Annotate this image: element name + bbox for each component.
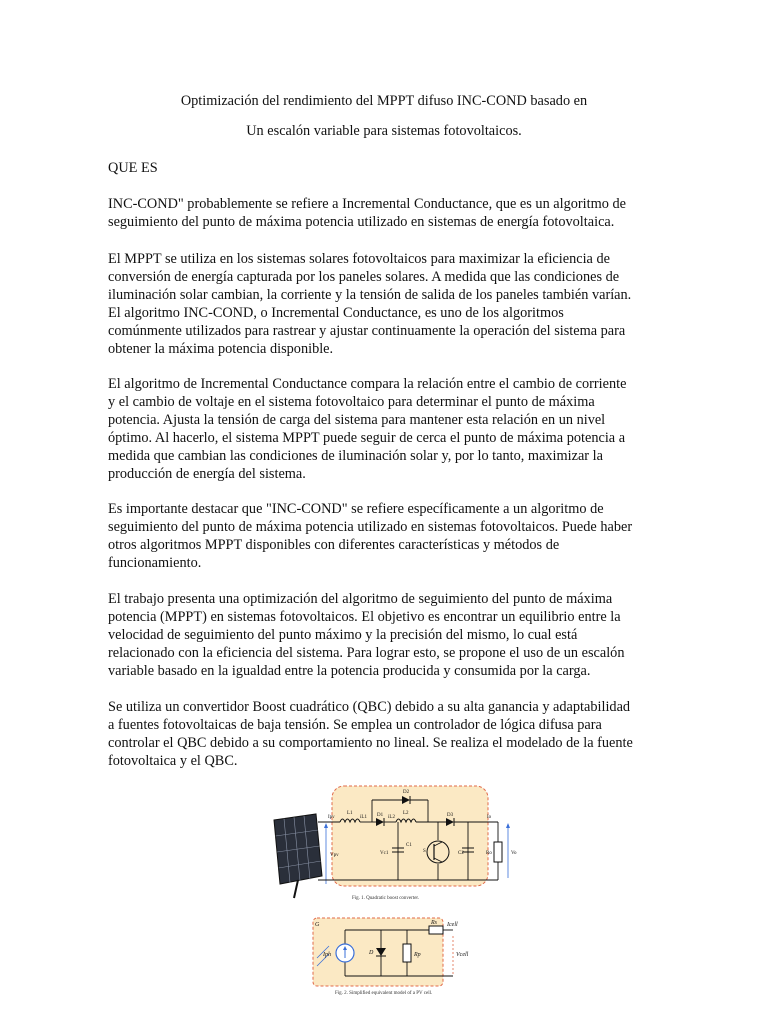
label-vpv: Vpv bbox=[330, 853, 339, 858]
label-il2: iL2 bbox=[388, 815, 395, 820]
label-rs: Rs bbox=[431, 920, 437, 926]
quadratic-boost-converter-figure bbox=[268, 780, 528, 905]
solar-panel-icon bbox=[274, 814, 322, 898]
section-heading: QUE ES bbox=[108, 160, 158, 176]
paragraph-line: y el cambio de voltaje en el sistema fotovoltaico para determinar el punto de máxima bbox=[108, 394, 595, 410]
paragraph-2 bbox=[108, 250, 683, 358]
paragraph-3 bbox=[108, 375, 683, 483]
paragraph-line: Es importante destacar que "INC-COND" se refiere específicamente a un algoritmo de bbox=[108, 501, 604, 517]
label-vo: Vo bbox=[511, 851, 517, 856]
title-line-1: Optimización del rendimiento del MPPT difuso INC-COND basado en bbox=[180, 93, 588, 109]
figure-1-caption: Fig. 1. Quadratic boost converter. bbox=[352, 896, 420, 901]
paragraph-line: comúnmente utilizados para rastrear y ajustar continuamente la operación del sistema para bbox=[108, 323, 626, 339]
label-vc1: Vc1 bbox=[380, 851, 389, 856]
label-c2: C2 bbox=[458, 851, 464, 856]
paragraph-line: Se utiliza un convertidor Boost cuadrático (QBC) debido a su alta ganancia y adaptabilidad bbox=[108, 699, 631, 715]
label-d3: D3 bbox=[447, 813, 454, 818]
label-l1: L1 bbox=[347, 811, 353, 816]
paragraph-4 bbox=[108, 500, 683, 572]
label-ipv: Ipv bbox=[328, 815, 335, 820]
paragraph-line: El algoritmo INC-COND, o Incremental Conductance, es uno de los algoritmos bbox=[108, 305, 564, 321]
paragraph-5 bbox=[108, 590, 683, 680]
paragraph-6 bbox=[108, 698, 683, 770]
paragraph-line: seguimiento del punto de máxima potencia utilizado en sistemas fotovoltaicos. Puede haber bbox=[108, 519, 633, 535]
paragraph-line: El MPPT se utiliza en los sistemas solares fotovoltaicos para maximizar la eficiencia de bbox=[108, 251, 610, 267]
paragraph-line: El trabajo presenta una optimización del algoritmo de seguimiento del punto de máxima bbox=[108, 591, 613, 607]
paragraph-line: El algoritmo de Incremental Conductance compara la relación entre el cambio de corriente bbox=[108, 376, 627, 392]
paragraph-line: otros algoritmos MPPT disponibles con diferentes características y métodos de bbox=[108, 537, 560, 553]
paragraph-line: conversión de energía capturada por los paneles solares. A medida que las condiciones de bbox=[108, 269, 620, 285]
paragraph-line: iluminación solar cambian, la corriente y la tensión de salida de los paneles también varían. bbox=[108, 287, 632, 303]
label-il1: iL1 bbox=[360, 815, 367, 820]
shunt-resistor-icon bbox=[403, 944, 411, 962]
paragraph-line: funcionamiento. bbox=[108, 555, 202, 571]
label-icell: Icell bbox=[447, 922, 458, 928]
paragraph-line: fotovoltaica y el QBC. bbox=[108, 753, 238, 769]
paragraph-line: controlar el QBC debido a su comportamiento no lineal. Se realiza el modelado de la fuente bbox=[108, 735, 633, 751]
paragraph-line: velocidad de seguimiento del punto máximo y la precisión del mismo, lo cual está bbox=[108, 627, 578, 643]
paragraph-line: variable basado en la igualdad entre la potencia producida y consumida por la carga. bbox=[108, 663, 591, 679]
label-g: G bbox=[315, 922, 320, 928]
figure-2-caption: Fig. 2. Simplified equivalent model of a PV cell. bbox=[335, 991, 433, 996]
label-l2: L2 bbox=[403, 811, 409, 816]
label-rp: Rp bbox=[414, 952, 421, 958]
label-d2: D2 bbox=[403, 790, 410, 795]
label-c1: C1 bbox=[406, 843, 412, 848]
paragraph-1 bbox=[108, 195, 683, 231]
paragraph-line: producción de energía del sistema. bbox=[108, 466, 306, 482]
label-vcell: Vcell bbox=[456, 952, 469, 958]
paragraph-line: seguimiento del punto de máxima potencia utilizado en sistemas de energía fotovoltaica. bbox=[108, 214, 615, 230]
label-s: S bbox=[423, 849, 426, 854]
paragraph-line: óptimo. Al hacerlo, el sistema MPPT puede seguir de cerca el punto de máxima potencia a bbox=[108, 430, 626, 446]
paragraph-line: medida que cambian las condiciones de iluminación solar y, por lo tanto, maximizar la bbox=[108, 448, 603, 464]
paragraph-line: obtener la máxima potencia disponible. bbox=[108, 341, 334, 357]
label-d: D bbox=[369, 950, 374, 956]
label-iph: Iph bbox=[323, 952, 331, 958]
paragraph-line: INC-COND" probablemente se refiere a Incremental Conductance, que es un algoritmo de bbox=[108, 196, 626, 212]
paragraph-line: potencia (MPPT) en sistemas fotovoltaicos. El objetivo es encontrar un equilibrio entre la bbox=[108, 609, 621, 625]
paragraph-line: relacionado con la eficiencia del sistema. Para lograr esto, se propone el uso de un escalón bbox=[108, 645, 625, 661]
label-ro: Ro bbox=[486, 851, 492, 856]
label-d1: D1 bbox=[377, 813, 384, 818]
label-io: Io bbox=[487, 815, 492, 820]
title-line-2: Un escalón variable para sistemas fotovoltaicos. bbox=[246, 123, 522, 139]
paragraph-line: potencia. Ajusta la tensión de carga del sistema para mantener esta relación en un nivel bbox=[108, 412, 606, 428]
paragraph-line: a fuentes fotovoltaicas de baja tensión. Se emplea un controlador de lógica difusa para bbox=[108, 717, 602, 733]
load-resistor-icon bbox=[494, 842, 502, 862]
